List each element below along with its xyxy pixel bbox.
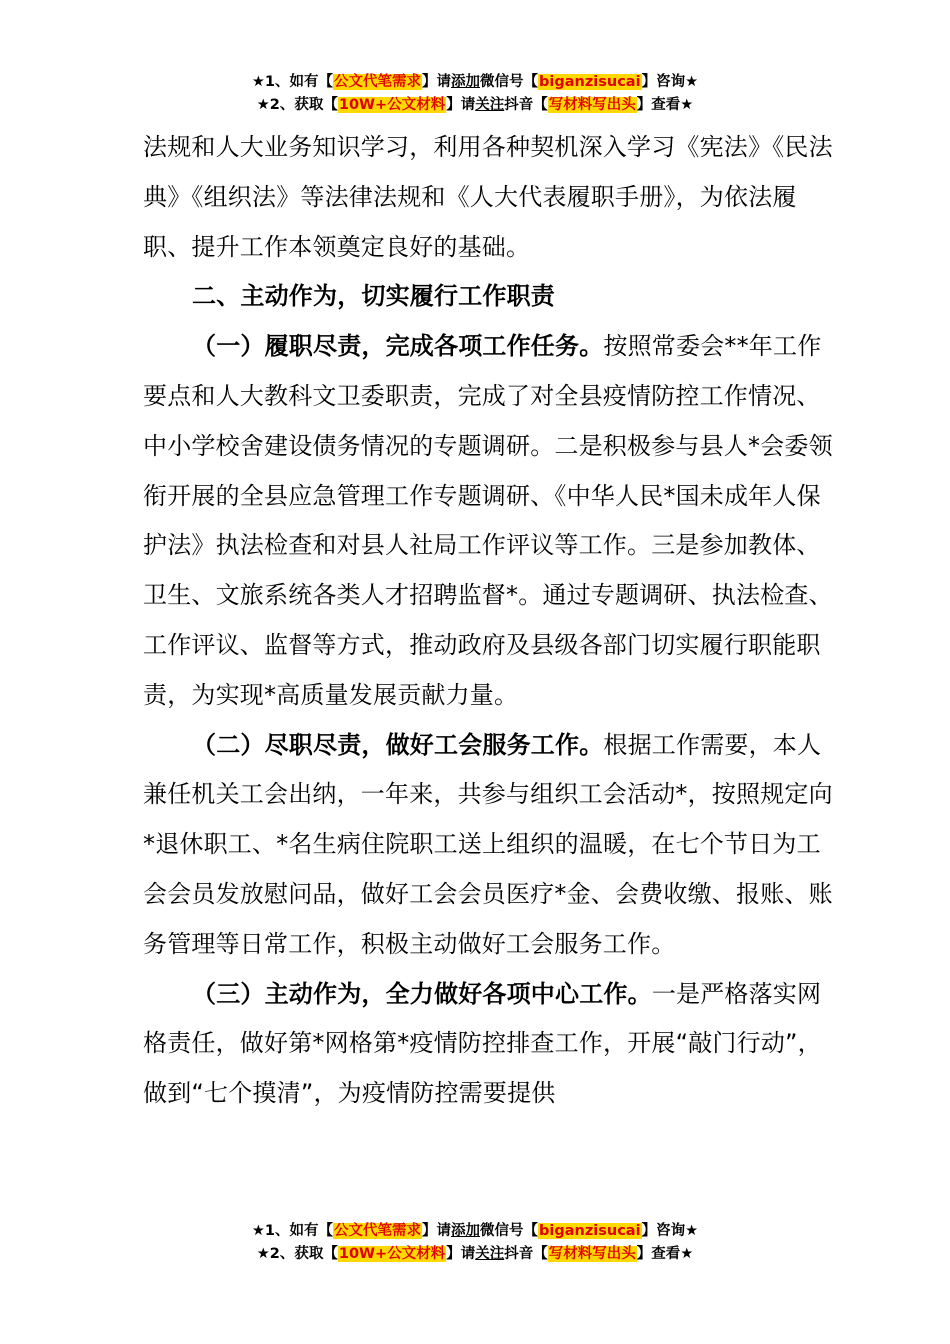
banner-text: ★2、获取【 (256, 1246, 338, 1262)
subsection-title: （二）尽职尽责，做好工会服务工作。 (192, 730, 604, 759)
banner-underlined: 添加 (451, 74, 481, 90)
banner-highlight: biganzisucai (539, 74, 641, 90)
document-body (143, 123, 833, 1119)
banner-line-1 (0, 1220, 950, 1243)
banner-text: 】请 (446, 1246, 476, 1262)
paragraph-text: 根据工作需要，本人兼任机关工会出纳，一年来，共参与组织工会活动*，按照规定向*退休职工、*名生病住院职工送上组织的温暖，在七个节日为工会会员发放慰问品，做好工会会员医疗*金、会费收缴、报账、账务管理等日常工作，积极主动做好工会服务工作。 (143, 730, 833, 958)
banner-line-1 (0, 71, 950, 94)
paragraph-section-1 (143, 322, 833, 720)
banner-underlined: 关注 (475, 97, 505, 113)
paragraph-text: 一是严格落实网格责任，做好第*网格第*疫情防控排查工作，开展“敲门行动”，做到“七个摸清”，为疫情防控需要提供 (143, 979, 822, 1108)
banner-text: 微信号【 (480, 74, 539, 90)
banner-highlight: 写材料写出头 (548, 97, 636, 113)
banner-text: 】查看★ (636, 1246, 694, 1262)
paragraph-continued: 法规和人大业务知识学习，利用各种契机深入学习《宪法》《民法典》《组织法》等法律法规和《人大代表履职手册》，为依法履职、提升工作本领奠定良好的基础。 (143, 133, 833, 261)
paragraph-text: 按照常委会**年工作要点和人大教科文卫委职责，完成了对全县疫情防控工作情况、中小学校舍建设债务情况的专题调研。二是积极参与县人*会委领衔开展的全县应急管理工作专题调研、《中华人民*国未成年人保护法》执法检查和对县人社局工作评议等工作。三是参加教体、卫生、文旅系统各类人才招聘监督*。通过专题调研、执法检查、工作评议、监督等方式，推动政府及县级各部门切实履行职能职责，为实现*高质量发展贡献力量。 (143, 332, 833, 709)
banner-highlight: 10W+公文材料 (338, 1246, 446, 1262)
banner-text: ★1、如有【 (251, 1223, 334, 1239)
banner-text: ★2、获取【 (256, 97, 338, 113)
banner-underlined: 关注 (475, 1246, 505, 1262)
banner-line-2 (0, 1243, 950, 1266)
paragraph-section-3 (143, 970, 833, 1119)
banner-highlight: 公文代笔需求 (334, 74, 422, 90)
banner-text: 抖音【 (504, 97, 548, 113)
footer-banner (0, 1220, 950, 1266)
section-heading: 二、主动作为，切实履行工作职责 (192, 282, 555, 311)
banner-line-2 (0, 94, 950, 117)
subsection-title: （三）主动作为，全力做好各项中心工作。 (192, 979, 652, 1008)
banner-highlight: biganzisucai (539, 1223, 641, 1239)
banner-highlight: 10W+公文材料 (338, 97, 446, 113)
banner-text: 】请 (422, 74, 452, 90)
banner-text: 微信号【 (480, 1223, 539, 1239)
paragraph-section-2 (143, 721, 833, 970)
banner-text: 】请 (446, 97, 476, 113)
banner-text: 】咨询★ (641, 74, 699, 90)
banner-underlined: 添加 (451, 1223, 481, 1239)
banner-highlight: 写材料写出头 (548, 1246, 636, 1262)
banner-highlight: 公文代笔需求 (334, 1223, 422, 1239)
banner-text: 】咨询★ (641, 1223, 699, 1239)
banner-text: 】请 (422, 1223, 452, 1239)
banner-text: 抖音【 (504, 1246, 548, 1262)
subsection-title: （一）履职尽责，完成各项工作任务。 (192, 332, 604, 361)
header-banner (0, 71, 950, 117)
banner-text: ★1、如有【 (251, 74, 334, 90)
banner-text: 】查看★ (636, 97, 694, 113)
